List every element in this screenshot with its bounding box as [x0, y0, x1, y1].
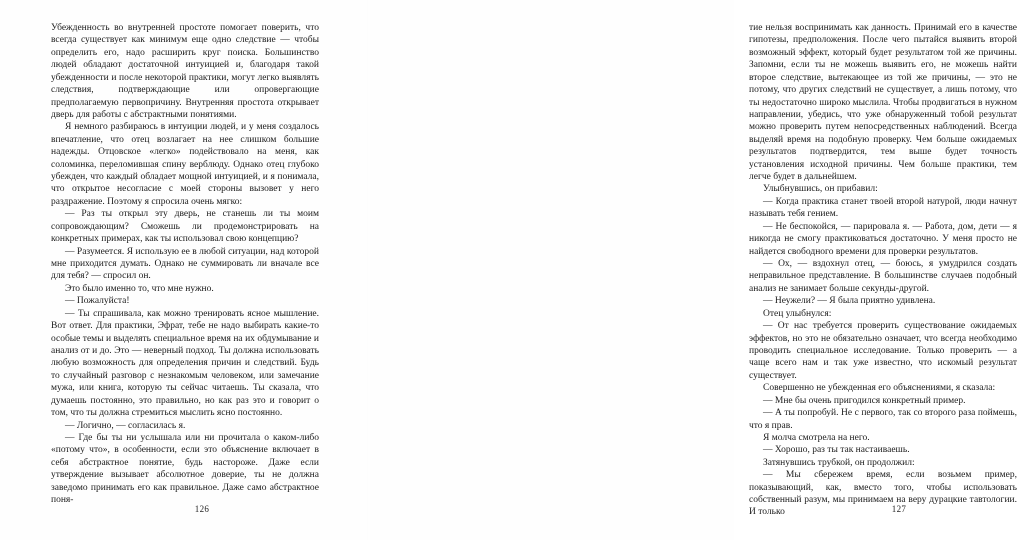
paragraph: — Не беспокойся, — парировала я. — Работа, дом, дети — я никогда не смогу практиковаться достаточно. У меня просто не найдется свободного времени для проверки результатов.: [749, 221, 1017, 257]
paragraph: Убежденность во внутренней простоте помогает поверить, что всегда существует как минимум еще одно следствие — чтобы определить его, надо расширить круг поиска. Большинство людей обладают достаточной интуицией и, благодаря такой убежденности и после некоторой практики, могут легко выявлять следствия, подтверждающие или опровергающие предполагаемую первопричину. Внутренняя простота открывает дверь для работы с абстрактными понятиями.: [51, 23, 319, 120]
paragraph: — Логично, — согласилась я.: [65, 420, 186, 431]
paragraph: Я молча смотрела на него.: [763, 432, 870, 443]
paragraph: тие нельзя воспринимать как данность. Принимай его в качестве гипотезы, предположения. После чего пытайся выявить второй возможный эффект, который будет результатом той же причины. Запомни, если ты не можешь выявить его, не можешь найти второе следствие, вытекающее из той же причины, — это не потому, что других следствий не существует, а лишь потому, что ты недостаточно широко мыслила. Чтобы продвигаться в нужном направлении, убедись, что уже обнаруженный тобой результат можно проверить путем непосредственных наблюдений. Всегда выделяй время на подобную проверку. Чем больше ожидаемых результатов подтвердится, тем выше будет точность установления исходной причины. Чем больше практики, тем легче будет в дальнейшем.: [749, 23, 1017, 183]
paragraph: — Мне бы очень пригодился конкретный пример.: [763, 395, 966, 406]
paragraph: — А ты попробуй. Не с первого, так со второго раза поймешь, что я прав.: [749, 408, 1017, 431]
paragraph: — От нас требуется проверить существование ожидаемых эффектов, но это не обязательно означает, что всегда необходимо проводить специальное исследование. Только проверить — а чаще всего нам и так уже известно, что искомый результат существует.: [749, 321, 1017, 381]
paragraph: Совершенно не убежденная его объяснениями, я сказала:: [763, 383, 996, 394]
text-column-right: [749, 22, 1017, 519]
paragraph: Улыбнувшись, он прибавил:: [763, 184, 878, 195]
book-page-left: [0, 0, 367, 540]
paragraph: Отец улыбнулся:: [763, 308, 832, 319]
paragraph: Я немного разбираюсь в интуиции людей, и у меня создалось впечатление, что отец возлагает на нее слишком большие надежды. Отцовское «легко» подействовало на меня, как соломинка, переломившая спину верблюду. Однако отец глубоко убежден, что каждый обладает мощной интуицией, и я понимала, что открытое несогласие с моей стороны вызовет у него раздражение. Поэтому я спросила очень мягко:: [51, 122, 319, 207]
paragraph: — Когда практика станет твоей второй натурой, люди начнут называть тебя гением.: [749, 196, 1017, 220]
book-page-right: [367, 0, 1017, 540]
paragraph: — Хорошо, раз ты так настаиваешь.: [763, 445, 910, 456]
page-number-left: 126: [194, 504, 210, 514]
paragraph: — Пожалуйста!: [65, 296, 130, 307]
page-number-right: 127: [891, 504, 907, 514]
paragraph: — Ты спрашивала, как можно тренировать ясное мышление. Вот ответ. Для практики, Эфрат, тебе не надо выбирать какие-то особые темы и выделять специальное время на их обдумывание и анализ от и до. Это — неверный подход. Ты должна использовать любую возможность для определения причин и следствий. Будь то случайный разговор с незнакомым человеком, или замечание мужа, или книга, которую ты сейчас читаешь. Ты сказала, что думаешь постоянно, это правильно, но как раз это и говорит о том, что ты должна стремиться мыслить ясно постоянно.: [51, 308, 319, 419]
paragraph: — Раз ты открыл эту дверь, не станешь ли ты моим сопровождающим? Сможешь ли продемонстрировать на конкретных примерах, как ты использовал свою концепцию?: [51, 209, 319, 245]
paragraph: — Ох, — вздохнул отец, — боюсь, я умудрился создать неправильное представление. В большинстве случаев подобный анализ не занимает больше секунды-другой.: [749, 259, 1017, 294]
paragraph: — Мы сбережем время, если возьмем пример, показывающий, как, вместо того, чтобы использовать собственный разум, мы принимаем на веру дурацкие тавтологии. И только: [749, 470, 1017, 518]
paragraph: — Где бы ты ни услышала или ни прочитала о каком-либо «потому что», в особенности, если это объяснение включает в себя абстрактное понятие, будь настороже. Даже если утверждение вызывает абсолютное доверие, ты не должна заведомо принимать его как правильное. Даже само абстрактное поня-: [51, 432, 319, 506]
paragraph: — Неужели? — Я была приятно удивлена.: [763, 296, 936, 307]
paragraph: — Разумеется. Я использую ее в любой ситуации, над которой мне приходится думать. Однако не суммировать ли вначале все для тебя? — спросил он.: [51, 246, 319, 282]
text-column-left: [51, 22, 319, 506]
paragraph: Затянувшись трубкой, он продолжил:: [763, 457, 915, 468]
paragraph: Это было именно то, что мне нужно.: [65, 283, 214, 294]
